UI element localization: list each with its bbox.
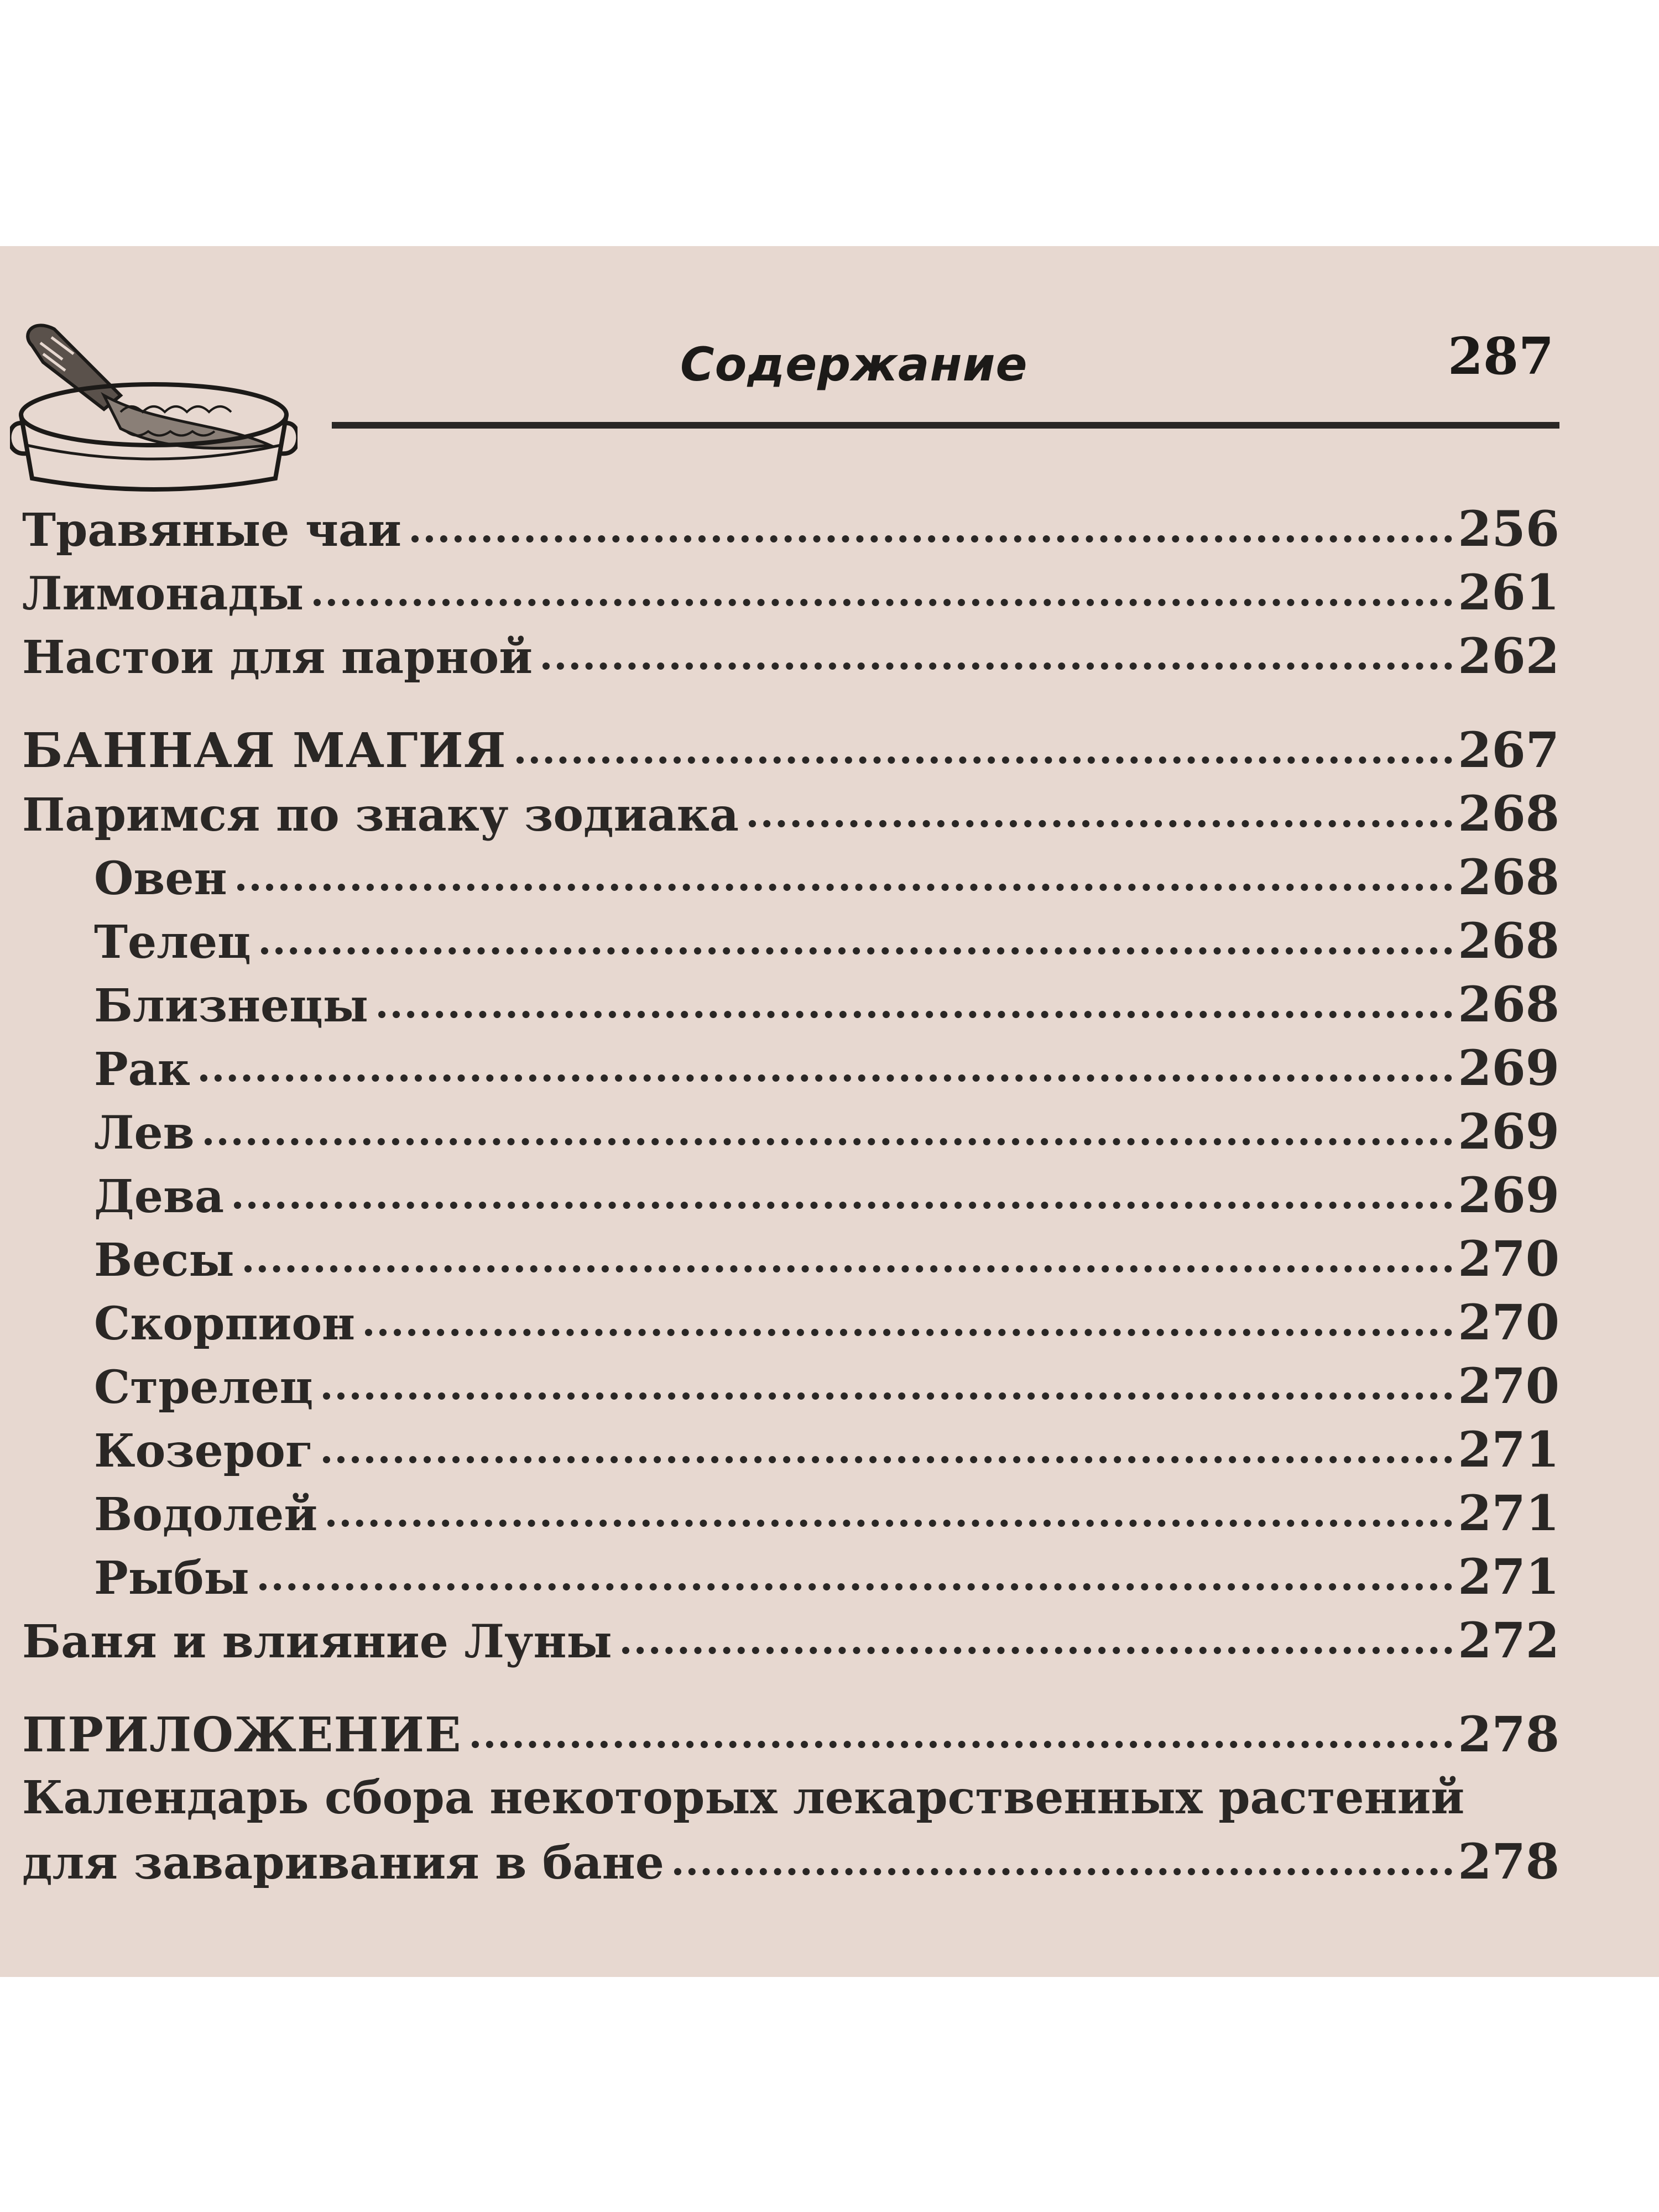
toc-entry-page: 278 [1458, 1705, 1559, 1763]
toc-leader-dots [323, 1392, 1452, 1400]
toc-leader-dots [749, 820, 1452, 827]
toc-leader-dots [237, 884, 1453, 891]
toc-entry-title: Настои для парной [22, 631, 533, 684]
toc-subentry[interactable] [94, 1355, 1559, 1417]
toc-entry-title: Водолей [94, 1488, 318, 1541]
toc-entry-title: Дева [94, 1170, 225, 1223]
toc-entry-page: 270 [1458, 1293, 1559, 1351]
toc-subentry[interactable] [94, 846, 1559, 908]
toc-leader-dots [472, 1741, 1453, 1748]
toc-entry[interactable] [22, 782, 1559, 844]
toc-entry-page: 269 [1458, 1103, 1559, 1160]
toc-section-entry[interactable] [22, 1703, 1559, 1765]
toc-leader-dots [244, 1265, 1453, 1272]
toc-entry-page: 269 [1458, 1039, 1559, 1097]
toc-entry[interactable] [22, 625, 1559, 687]
toc-entry-page: 269 [1458, 1166, 1559, 1224]
toc-leader-dots [622, 1647, 1453, 1654]
toc-leader-dots [378, 1011, 1452, 1018]
toc-entry-title: Близнецы [94, 979, 369, 1032]
toc-entry[interactable] [22, 498, 1559, 560]
toc-entry[interactable] [22, 1830, 1559, 1892]
toc-subentry[interactable] [94, 1291, 1559, 1353]
toc-entry[interactable] [22, 561, 1559, 623]
toc-entry-page: 267 [1458, 721, 1559, 779]
toc-entry-title: ПРИЛОЖЕНИЕ [22, 1707, 462, 1763]
toc-entry-page: 271 [1458, 1421, 1559, 1478]
toc-entry-title: Телец [94, 916, 251, 969]
toc-subentry[interactable] [94, 1546, 1559, 1608]
toc-entry-page: 262 [1458, 627, 1559, 685]
toc-entry-title: Лимонады [22, 567, 304, 620]
toc-entry-page: 272 [1458, 1611, 1559, 1669]
book-page [0, 246, 1659, 1977]
toc-subentry[interactable] [94, 910, 1559, 972]
toc-entry-title: Лев [94, 1107, 195, 1160]
toc-leader-dots [234, 1202, 1452, 1209]
toc-leader-dots [205, 1138, 1453, 1145]
toc-entry-page: 268 [1458, 975, 1559, 1033]
toc-subentry[interactable] [94, 973, 1559, 1035]
toc-entry-title-line2: для заваривания в бане [22, 1837, 664, 1890]
toc-subentry[interactable] [94, 1228, 1559, 1290]
toc-subentry[interactable] [94, 1418, 1559, 1480]
toc-entry-page: 270 [1458, 1357, 1559, 1415]
toc-subentry[interactable] [94, 1100, 1559, 1162]
toc-entry-page: 268 [1458, 848, 1559, 906]
toc-entry-title-line1[interactable]: Календарь сбора некоторых лекарственных растений [22, 1771, 1465, 1824]
toc-entry-page: 278 [1458, 1833, 1559, 1890]
toc-entry-title: Козерог [94, 1425, 314, 1478]
toc-entry-title: Баня и влияние Луны [22, 1615, 612, 1668]
toc-entry[interactable] [22, 1609, 1559, 1671]
toc-entry-page: 261 [1458, 564, 1559, 621]
toc-entry-page: 271 [1458, 1548, 1559, 1605]
toc-leader-dots [259, 1583, 1453, 1590]
toc-leader-dots [314, 599, 1452, 606]
toc-leader-dots [327, 1520, 1452, 1527]
toc-leader-dots [517, 757, 1453, 764]
toc-subentry[interactable] [94, 1482, 1559, 1544]
toc-entry-title: Стрелец [94, 1361, 314, 1414]
toc-leader-dots [200, 1074, 1452, 1082]
toc-leader-dots [365, 1329, 1452, 1336]
toc-entry-title: Рыбы [94, 1552, 249, 1605]
toc-entry-page: 270 [1458, 1230, 1559, 1287]
toc-leader-dots [261, 947, 1453, 954]
toc-subentry[interactable] [94, 1037, 1559, 1099]
toc-entry-title: Паримся по знаку зодиака [22, 789, 739, 842]
toc-entry-title: Травяные чаи [22, 504, 401, 557]
toc-entry-page: 256 [1458, 500, 1559, 557]
toc-entry-page: 268 [1458, 785, 1559, 842]
toc-leader-dots [411, 535, 1452, 542]
toc-entry-page: 268 [1458, 912, 1559, 969]
page-number: 287 [1447, 326, 1554, 386]
toc-section-entry[interactable] [22, 719, 1559, 781]
toc-subentry[interactable] [94, 1164, 1559, 1226]
table-of-contents [22, 246, 1559, 1977]
toc-entry-title: Рак [94, 1043, 191, 1096]
toc-entry-title: Скорпион [94, 1297, 356, 1350]
toc-entry-title: Весы [94, 1234, 234, 1287]
toc-entry-page: 271 [1458, 1484, 1559, 1542]
toc-leader-dots [542, 662, 1452, 670]
toc-entry-title: Овен [94, 852, 227, 905]
toc-leader-dots [323, 1456, 1452, 1463]
page-header-title: Содержание [680, 337, 1028, 392]
toc-entry-title: БАННАЯ МАГИЯ [22, 723, 507, 779]
toc-leader-dots [674, 1868, 1452, 1875]
